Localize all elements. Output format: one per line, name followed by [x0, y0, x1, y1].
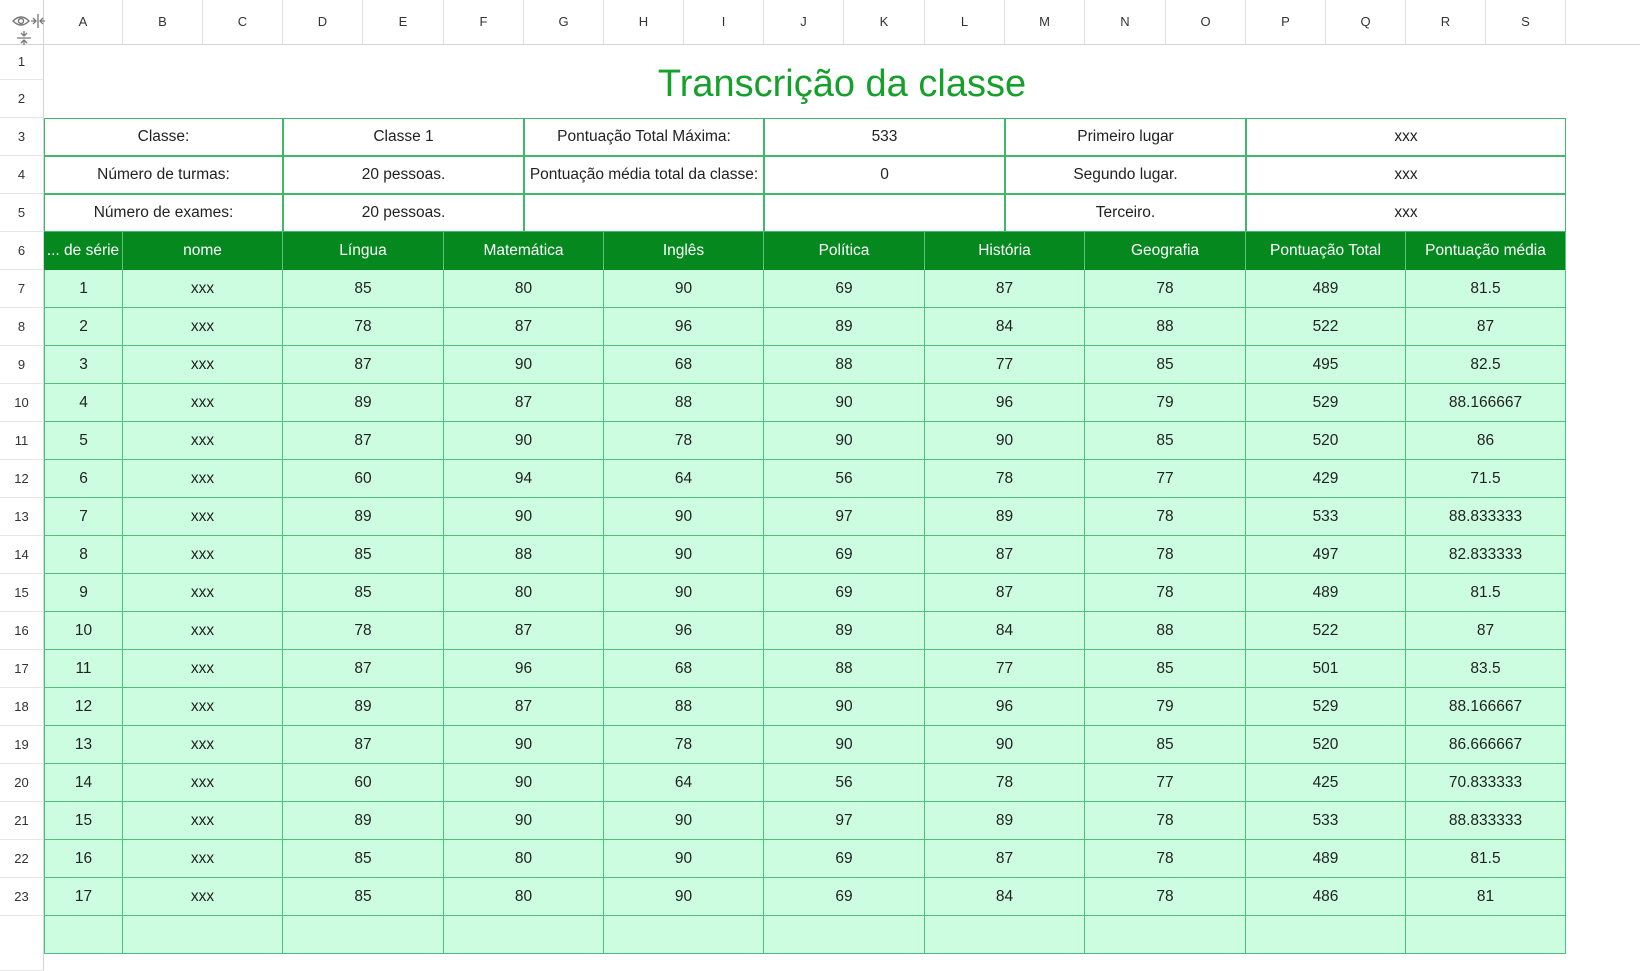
table-cell[interactable]: 69 — [764, 840, 925, 878]
table-cell[interactable]: 89 — [925, 802, 1085, 840]
table-cell[interactable]: 85 — [283, 574, 444, 612]
row-header-7[interactable]: 7 — [0, 270, 44, 308]
table-cell[interactable]: xxx — [123, 498, 283, 536]
table-cell[interactable]: 56 — [764, 764, 925, 802]
table-cell[interactable]: 90 — [604, 840, 764, 878]
table-cell[interactable]: 78 — [283, 308, 444, 346]
row-header-12[interactable]: 12 — [0, 460, 44, 498]
table-cell[interactable]: 85 — [283, 840, 444, 878]
row-header-18[interactable]: 18 — [0, 688, 44, 726]
table-cell[interactable]: 90 — [604, 536, 764, 574]
info-cell[interactable] — [764, 194, 1005, 232]
column-header-l[interactable]: L — [925, 0, 1005, 44]
column-header-r[interactable]: R — [1406, 0, 1486, 44]
table-cell[interactable]: 78 — [283, 612, 444, 650]
info-cell[interactable]: Número de exames: — [44, 194, 283, 232]
info-cell[interactable]: 533 — [764, 118, 1005, 156]
table-cell[interactable]: xxx — [123, 308, 283, 346]
table-cell[interactable]: 89 — [283, 384, 444, 422]
table-cell[interactable]: 87 — [283, 346, 444, 384]
table-cell[interactable]: 83.5 — [1406, 650, 1566, 688]
table-cell[interactable]: 77 — [925, 650, 1085, 688]
table-cell[interactable]: xxx — [123, 270, 283, 308]
table-cell[interactable]: 80 — [444, 270, 604, 308]
table-cell[interactable]: 87 — [925, 270, 1085, 308]
row-header-20[interactable]: 20 — [0, 764, 44, 802]
table-cell[interactable]: 60 — [283, 764, 444, 802]
table-cell[interactable]: 69 — [764, 536, 925, 574]
table-header-cell[interactable]: Língua — [283, 232, 444, 270]
table-cell[interactable]: 87 — [283, 422, 444, 460]
table-cell[interactable]: 87 — [925, 840, 1085, 878]
table-cell[interactable]: 87 — [1406, 612, 1566, 650]
row-header-3[interactable]: 3 — [0, 118, 44, 156]
table-cell[interactable]: 60 — [283, 460, 444, 498]
table-cell[interactable]: 425 — [1246, 764, 1406, 802]
table-cell[interactable]: 89 — [925, 498, 1085, 536]
table-cell[interactable]: 78 — [1085, 802, 1246, 840]
table-cell[interactable]: 90 — [444, 422, 604, 460]
table-cell[interactable]: 533 — [1246, 498, 1406, 536]
table-cell[interactable]: 78 — [1085, 840, 1246, 878]
row-header-22[interactable]: 22 — [0, 840, 44, 878]
table-cell[interactable]: 88 — [444, 536, 604, 574]
table-cell[interactable]: 497 — [1246, 536, 1406, 574]
row-index-cell[interactable]: 13 — [44, 726, 123, 764]
info-cell[interactable]: xxx — [1246, 156, 1566, 194]
table-header-cell[interactable]: ... de série — [44, 232, 123, 270]
info-cell[interactable]: xxx — [1246, 118, 1566, 156]
table-cell[interactable]: xxx — [123, 536, 283, 574]
table-cell[interactable] — [925, 916, 1085, 954]
table-cell[interactable]: 85 — [1085, 726, 1246, 764]
row-header-13[interactable]: 13 — [0, 498, 44, 536]
table-cell[interactable]: xxx — [123, 802, 283, 840]
table-cell[interactable]: 64 — [604, 764, 764, 802]
column-header-q[interactable]: Q — [1326, 0, 1406, 44]
table-cell[interactable]: xxx — [123, 764, 283, 802]
table-cell[interactable]: 90 — [444, 346, 604, 384]
table-cell[interactable]: 489 — [1246, 840, 1406, 878]
table-cell[interactable]: 86.666667 — [1406, 726, 1566, 764]
column-header-n[interactable]: N — [1085, 0, 1166, 44]
row-header-17[interactable]: 17 — [0, 650, 44, 688]
table-cell[interactable]: 70.833333 — [1406, 764, 1566, 802]
table-header-cell[interactable]: Geografia — [1085, 232, 1246, 270]
info-cell[interactable]: Classe 1 — [283, 118, 524, 156]
row-header-1[interactable]: 1 — [0, 44, 44, 80]
table-cell[interactable]: 85 — [283, 536, 444, 574]
table-cell[interactable]: 84 — [925, 308, 1085, 346]
table-cell[interactable]: 88.166667 — [1406, 384, 1566, 422]
column-header-i[interactable]: I — [684, 0, 764, 44]
table-cell[interactable]: 87 — [444, 384, 604, 422]
table-cell[interactable]: xxx — [123, 650, 283, 688]
table-cell[interactable]: 87 — [444, 308, 604, 346]
table-cell[interactable] — [1406, 916, 1566, 954]
row-index-cell[interactable]: 2 — [44, 308, 123, 346]
table-cell[interactable]: 77 — [1085, 460, 1246, 498]
table-cell[interactable]: xxx — [123, 878, 283, 916]
table-cell[interactable]: 85 — [1085, 346, 1246, 384]
table-cell[interactable]: 78 — [604, 726, 764, 764]
table-cell[interactable]: 90 — [444, 498, 604, 536]
row-index-cell[interactable]: 11 — [44, 650, 123, 688]
row-index-cell[interactable]: 15 — [44, 802, 123, 840]
table-cell[interactable] — [1085, 916, 1246, 954]
row-header-8[interactable]: 8 — [0, 308, 44, 346]
row-header-5[interactable]: 5 — [0, 194, 44, 232]
row-index-cell[interactable]: 17 — [44, 878, 123, 916]
table-cell[interactable]: 87 — [444, 612, 604, 650]
table-cell[interactable]: 78 — [1085, 536, 1246, 574]
table-cell[interactable]: 489 — [1246, 574, 1406, 612]
row-index-cell[interactable]: 10 — [44, 612, 123, 650]
table-cell[interactable]: 520 — [1246, 422, 1406, 460]
table-cell[interactable]: 90 — [444, 764, 604, 802]
table-header-cell[interactable]: nome — [123, 232, 283, 270]
table-cell[interactable]: 56 — [764, 460, 925, 498]
table-cell[interactable]: 87 — [444, 688, 604, 726]
column-header-e[interactable]: E — [363, 0, 444, 44]
table-cell[interactable]: 87 — [1406, 308, 1566, 346]
row-index-cell[interactable]: 9 — [44, 574, 123, 612]
row-index-cell[interactable]: 14 — [44, 764, 123, 802]
table-cell[interactable]: 79 — [1085, 688, 1246, 726]
table-cell[interactable] — [764, 916, 925, 954]
table-cell[interactable]: 80 — [444, 840, 604, 878]
table-cell[interactable] — [604, 916, 764, 954]
info-cell[interactable]: Terceiro. — [1005, 194, 1246, 232]
eye-icon[interactable] — [12, 14, 30, 28]
table-cell[interactable]: 87 — [925, 574, 1085, 612]
row-index-cell[interactable]: 8 — [44, 536, 123, 574]
table-cell[interactable] — [1246, 916, 1406, 954]
corner-controls — [0, 0, 44, 44]
row-header-2[interactable]: 2 — [0, 80, 44, 118]
info-cell[interactable]: Classe: — [44, 118, 283, 156]
table-header-cell[interactable]: História — [925, 232, 1085, 270]
table-header-cell[interactable]: Pontuação média — [1406, 232, 1566, 270]
column-header-h[interactable]: H — [604, 0, 684, 44]
table-cell[interactable]: 80 — [444, 878, 604, 916]
table-header-cell[interactable]: Matemática — [444, 232, 604, 270]
row-index-cell[interactable]: 4 — [44, 384, 123, 422]
column-header-p[interactable]: P — [1246, 0, 1326, 44]
table-cell[interactable]: 64 — [604, 460, 764, 498]
table-cell[interactable]: 78 — [1085, 878, 1246, 916]
table-cell[interactable]: 96 — [444, 650, 604, 688]
table-cell[interactable]: xxx — [123, 840, 283, 878]
table-cell[interactable] — [123, 916, 283, 954]
table-cell[interactable]: 81 — [1406, 878, 1566, 916]
table-cell[interactable] — [283, 916, 444, 954]
table-cell[interactable]: 90 — [764, 688, 925, 726]
table-cell[interactable]: 96 — [925, 688, 1085, 726]
table-cell[interactable]: 71.5 — [1406, 460, 1566, 498]
table-cell[interactable]: xxx — [123, 422, 283, 460]
row-index-cell[interactable]: 16 — [44, 840, 123, 878]
table-cell[interactable]: 88.833333 — [1406, 498, 1566, 536]
table-cell[interactable]: 89 — [764, 308, 925, 346]
table-cell[interactable]: xxx — [123, 726, 283, 764]
table-cell[interactable]: 501 — [1246, 650, 1406, 688]
table-cell[interactable]: 88 — [1085, 612, 1246, 650]
table-cell[interactable]: 97 — [764, 498, 925, 536]
table-cell[interactable]: 529 — [1246, 688, 1406, 726]
table-cell[interactable]: 84 — [925, 878, 1085, 916]
table-cell[interactable]: 88 — [604, 384, 764, 422]
row-index-cell[interactable]: 12 — [44, 688, 123, 726]
table-cell[interactable]: 90 — [604, 802, 764, 840]
info-cell[interactable]: Pontuação média total da classe: — [524, 156, 764, 194]
table-cell[interactable]: 77 — [1085, 764, 1246, 802]
table-cell[interactable]: xxx — [123, 574, 283, 612]
table-cell[interactable]: 88 — [764, 650, 925, 688]
table-cell[interactable]: 429 — [1246, 460, 1406, 498]
table-cell[interactable]: 90 — [764, 422, 925, 460]
column-header-f[interactable]: F — [444, 0, 524, 44]
table-cell[interactable]: 88 — [604, 688, 764, 726]
table-cell[interactable]: 533 — [1246, 802, 1406, 840]
column-header-a[interactable]: A — [44, 0, 123, 44]
table-cell[interactable]: 87 — [925, 536, 1085, 574]
table-cell[interactable]: 78 — [1085, 498, 1246, 536]
info-cell[interactable]: Segundo lugar. — [1005, 156, 1246, 194]
table-cell[interactable]: 97 — [764, 802, 925, 840]
table-cell[interactable]: xxx — [123, 688, 283, 726]
table-header-cell[interactable]: Inglês — [604, 232, 764, 270]
table-cell[interactable]: 69 — [764, 878, 925, 916]
row-header-11[interactable]: 11 — [0, 422, 44, 460]
table-header-cell[interactable]: Política — [764, 232, 925, 270]
table-cell[interactable]: 78 — [1085, 574, 1246, 612]
table-cell[interactable]: xxx — [123, 460, 283, 498]
column-header-d[interactable]: D — [283, 0, 363, 44]
row-index-cell[interactable]: 6 — [44, 460, 123, 498]
table-cell[interactable]: 87 — [283, 726, 444, 764]
info-cell[interactable]: Primeiro lugar — [1005, 118, 1246, 156]
table-cell[interactable]: 89 — [764, 612, 925, 650]
table-cell[interactable]: 82.833333 — [1406, 536, 1566, 574]
table-cell[interactable]: 529 — [1246, 384, 1406, 422]
table-cell[interactable]: 85 — [1085, 650, 1246, 688]
row-header-23[interactable]: 23 — [0, 878, 44, 916]
table-cell[interactable]: 77 — [925, 346, 1085, 384]
table-cell[interactable]: 88 — [1085, 308, 1246, 346]
row-index-cell[interactable]: 7 — [44, 498, 123, 536]
table-header-cell[interactable]: Pontuação Total — [1246, 232, 1406, 270]
table-cell[interactable]: 90 — [925, 422, 1085, 460]
table-cell[interactable]: 88.833333 — [1406, 802, 1566, 840]
table-cell[interactable]: 90 — [764, 384, 925, 422]
table-cell[interactable]: 88 — [764, 346, 925, 384]
table-cell[interactable]: 81.5 — [1406, 840, 1566, 878]
row-index-cell[interactable]: 3 — [44, 346, 123, 384]
sheet-title[interactable]: Transcrição da classe — [657, 62, 1027, 105]
row-index-cell[interactable] — [44, 916, 123, 954]
table-cell[interactable]: 79 — [1085, 384, 1246, 422]
table-cell[interactable]: 85 — [1085, 422, 1246, 460]
table-cell[interactable]: 522 — [1246, 308, 1406, 346]
column-header-b[interactable]: B — [123, 0, 203, 44]
info-cell[interactable]: Número de turmas: — [44, 156, 283, 194]
table-cell[interactable]: xxx — [123, 346, 283, 384]
table-cell[interactable]: 495 — [1246, 346, 1406, 384]
table-cell[interactable]: 78 — [604, 422, 764, 460]
row-header-10[interactable]: 10 — [0, 384, 44, 422]
table-cell[interactable]: 90 — [604, 574, 764, 612]
column-header-k[interactable]: K — [844, 0, 925, 44]
table-cell[interactable]: xxx — [123, 612, 283, 650]
table-cell[interactable]: 78 — [925, 460, 1085, 498]
collapse-columns-icon[interactable] — [30, 13, 46, 29]
table-cell[interactable]: 96 — [925, 384, 1085, 422]
table-cell[interactable]: 78 — [1085, 270, 1246, 308]
row-index-cell[interactable]: 5 — [44, 422, 123, 460]
table-cell[interactable]: 86 — [1406, 422, 1566, 460]
row-header-15[interactable]: 15 — [0, 574, 44, 612]
column-header-g[interactable]: G — [524, 0, 604, 44]
table-cell[interactable]: 80 — [444, 574, 604, 612]
column-header-bar — [0, 0, 1640, 45]
table-cell[interactable]: 68 — [604, 346, 764, 384]
table-cell[interactable]: 90 — [444, 802, 604, 840]
info-cell[interactable]: 20 pessoas. — [283, 156, 524, 194]
table-cell[interactable]: 87 — [283, 650, 444, 688]
info-cell[interactable] — [524, 194, 764, 232]
table-cell[interactable]: 489 — [1246, 270, 1406, 308]
info-cell[interactable]: 0 — [764, 156, 1005, 194]
table-cell[interactable]: 96 — [604, 308, 764, 346]
row-header-partial[interactable] — [0, 916, 44, 971]
table-cell[interactable]: 90 — [764, 726, 925, 764]
table-cell[interactable]: 69 — [764, 574, 925, 612]
table-cell[interactable]: 90 — [444, 726, 604, 764]
table-cell[interactable]: 88.166667 — [1406, 688, 1566, 726]
row-header-14[interactable]: 14 — [0, 536, 44, 574]
table-cell[interactable]: 94 — [444, 460, 604, 498]
info-cell[interactable]: Pontuação Total Máxima: — [524, 118, 764, 156]
column-header-m[interactable]: M — [1005, 0, 1085, 44]
table-cell[interactable]: 89 — [283, 688, 444, 726]
column-header-c[interactable]: C — [203, 0, 283, 44]
row-header-4[interactable]: 4 — [0, 156, 44, 194]
column-header-o[interactable]: O — [1166, 0, 1246, 44]
table-cell[interactable]: 90 — [604, 270, 764, 308]
table-cell[interactable] — [444, 916, 604, 954]
row-header-9[interactable]: 9 — [0, 346, 44, 384]
table-cell[interactable]: 85 — [283, 878, 444, 916]
table-cell[interactable]: 69 — [764, 270, 925, 308]
column-header-s[interactable]: S — [1486, 0, 1566, 44]
table-cell[interactable]: 81.5 — [1406, 574, 1566, 612]
table-cell[interactable]: 90 — [604, 878, 764, 916]
table-cell[interactable]: 90 — [604, 498, 764, 536]
row-header-19[interactable]: 19 — [0, 726, 44, 764]
table-cell[interactable]: 486 — [1246, 878, 1406, 916]
info-cell[interactable]: xxx — [1246, 194, 1566, 232]
table-cell[interactable]: 90 — [925, 726, 1085, 764]
table-cell[interactable]: 85 — [283, 270, 444, 308]
table-cell[interactable]: 68 — [604, 650, 764, 688]
column-header-j[interactable]: J — [764, 0, 844, 44]
table-cell[interactable]: 522 — [1246, 612, 1406, 650]
table-cell[interactable]: 84 — [925, 612, 1085, 650]
info-cell[interactable]: 20 pessoas. — [283, 194, 524, 232]
table-cell[interactable]: xxx — [123, 384, 283, 422]
table-cell[interactable]: 78 — [925, 764, 1085, 802]
table-cell[interactable]: 89 — [283, 498, 444, 536]
row-header-21[interactable]: 21 — [0, 802, 44, 840]
row-index-cell[interactable]: 1 — [44, 270, 123, 308]
table-cell[interactable]: 81.5 — [1406, 270, 1566, 308]
table-cell[interactable]: 96 — [604, 612, 764, 650]
table-cell[interactable]: 520 — [1246, 726, 1406, 764]
row-header-6[interactable]: 6 — [0, 232, 44, 270]
table-cell[interactable]: 89 — [283, 802, 444, 840]
table-cell[interactable]: 82.5 — [1406, 346, 1566, 384]
row-header-16[interactable]: 16 — [0, 612, 44, 650]
